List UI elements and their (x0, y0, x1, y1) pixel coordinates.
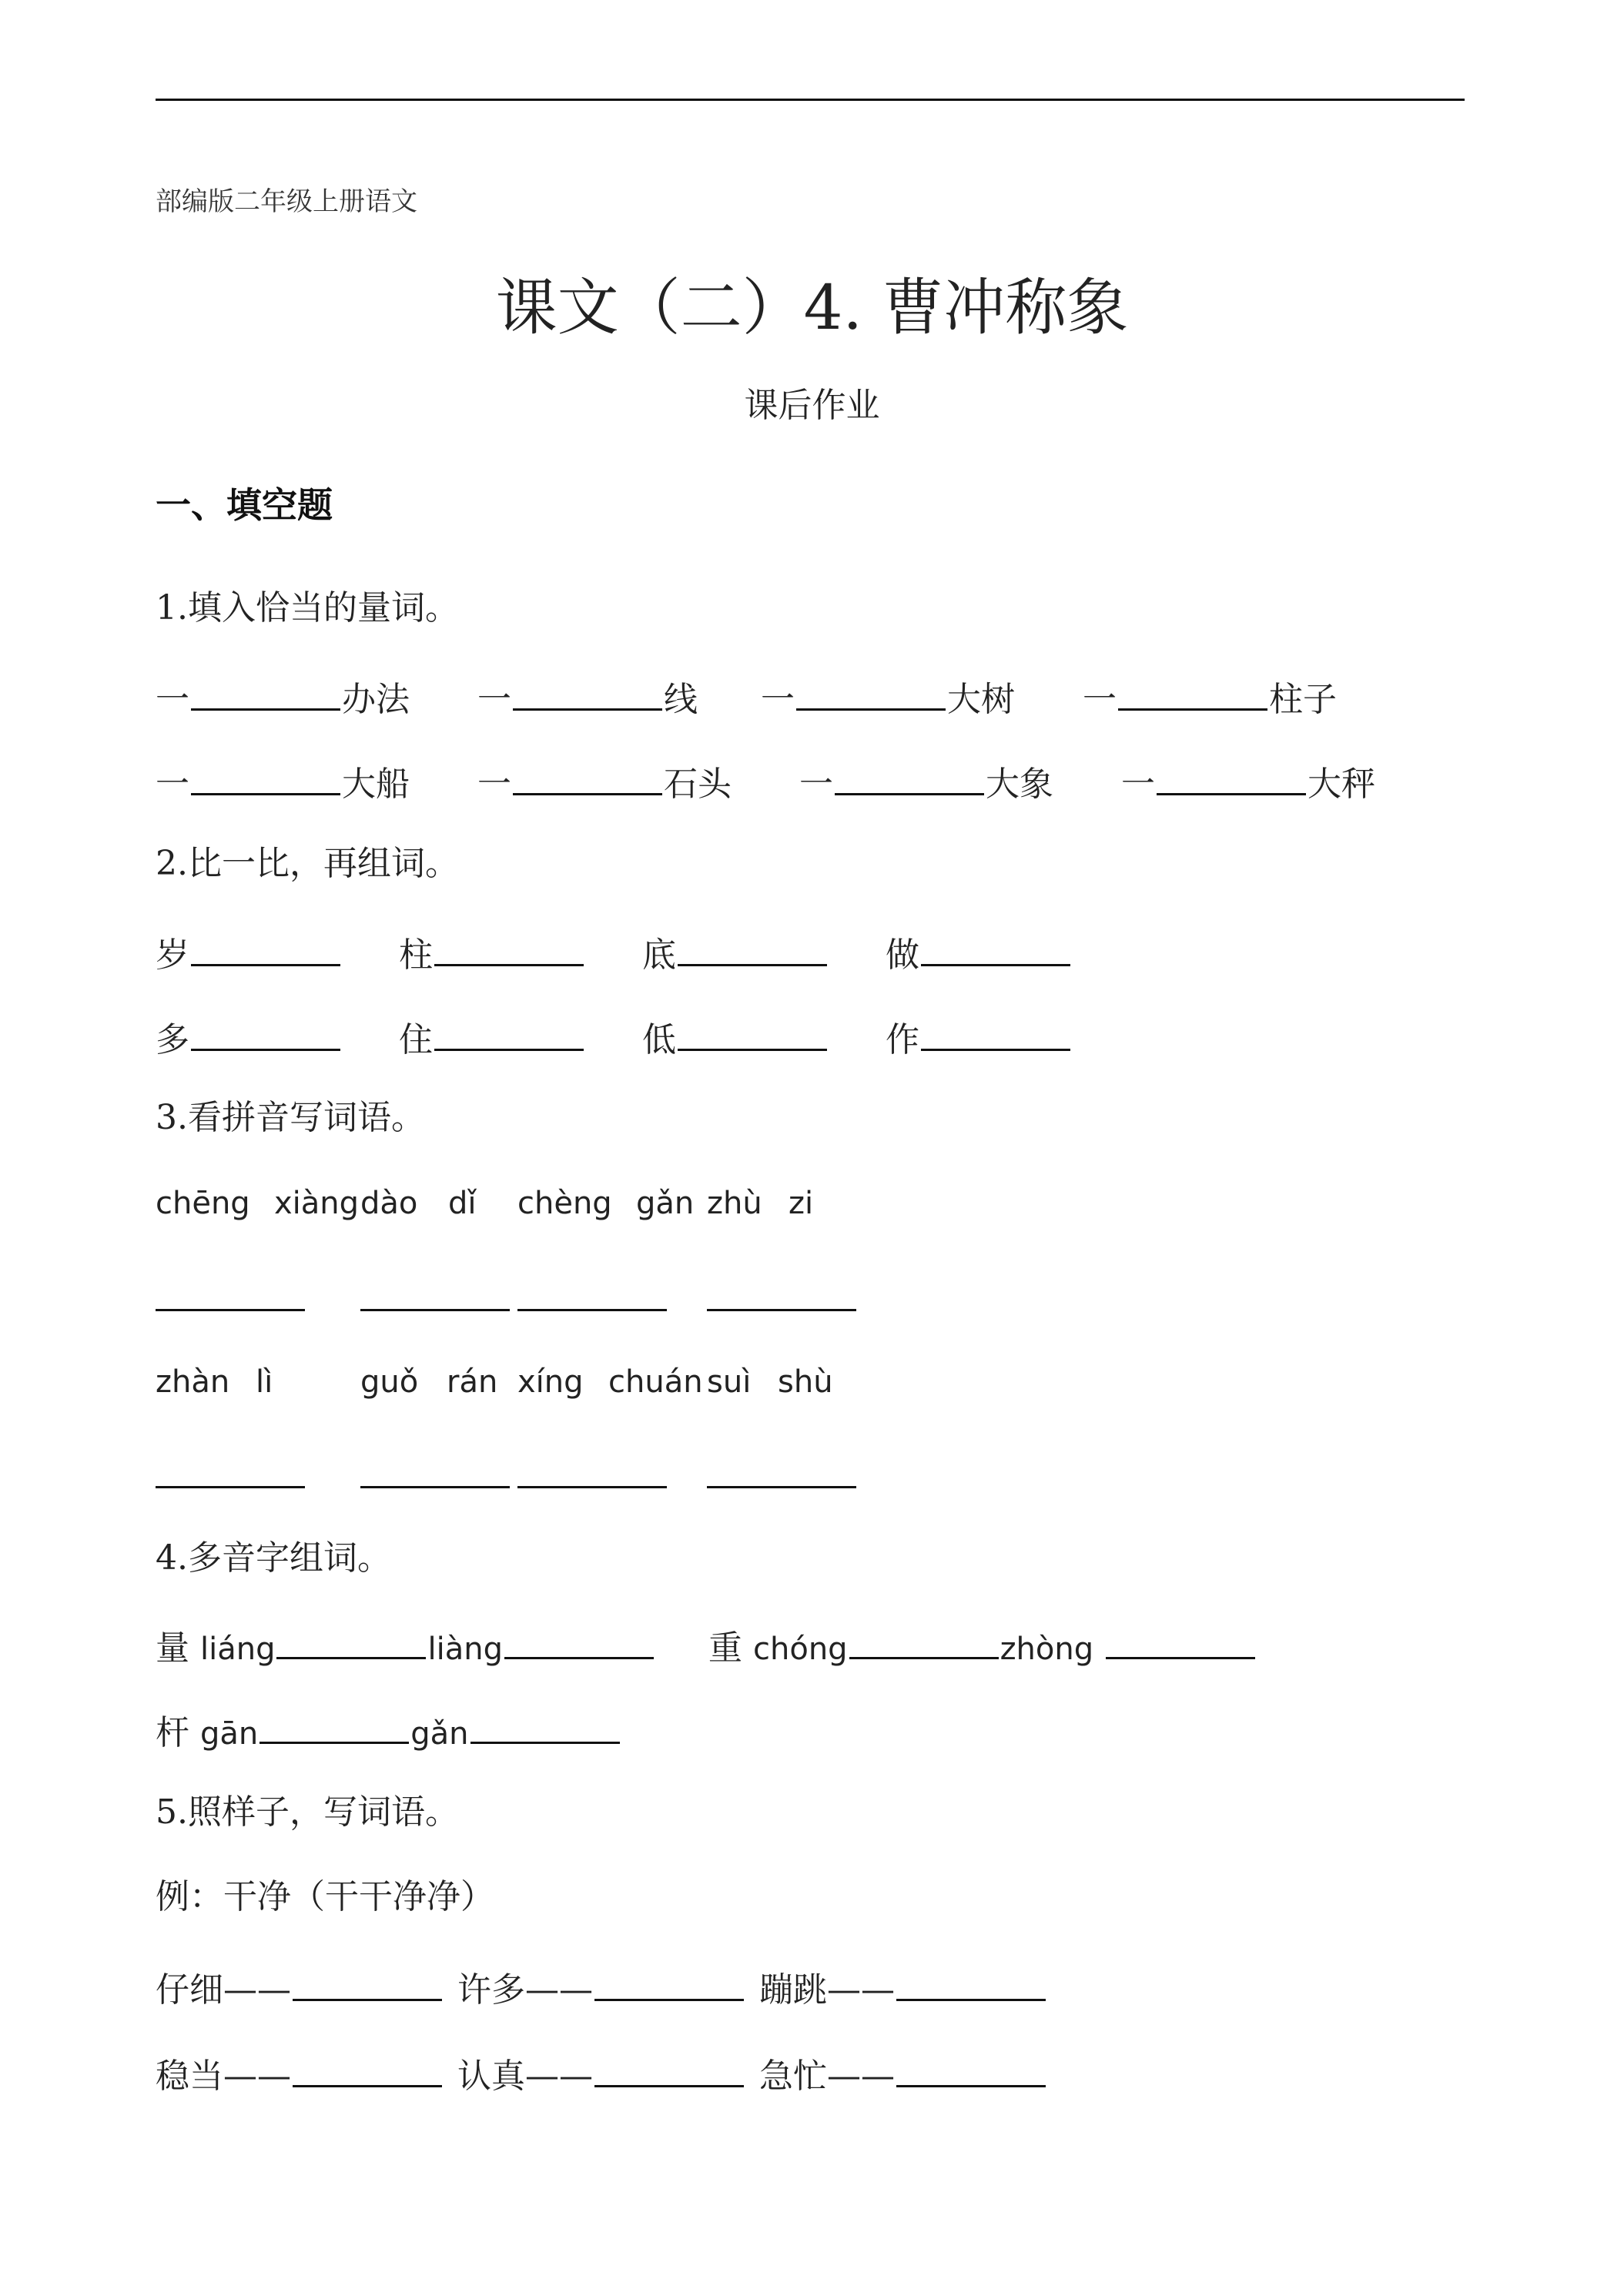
answer-blank[interactable] (849, 1626, 999, 1659)
q1-item (799, 762, 1053, 802)
answer-blank[interactable] (1106, 1626, 1255, 1659)
q2-char: 低 (642, 1020, 676, 1059)
q1-word: 大象 (986, 765, 1053, 804)
answer-blank[interactable] (470, 1711, 620, 1744)
answer-blank[interactable] (921, 933, 1070, 966)
q2-prompt: 2.比一比，再组词。 (156, 844, 459, 883)
answer-blank[interactable] (678, 933, 827, 966)
pinyin: zhù (707, 1186, 762, 1221)
answer-blank[interactable] (517, 1309, 667, 1311)
answer-blank[interactable] (191, 933, 340, 966)
q5-word: 蹦跳 (759, 1970, 827, 2010)
answer-blank[interactable] (1157, 762, 1306, 795)
pinyin: shù (778, 1364, 833, 1400)
q2-item (886, 1018, 1072, 1057)
q1-item (156, 678, 410, 717)
q1-word: 大船 (342, 765, 410, 804)
q1-pre: 一 (1083, 680, 1117, 719)
q5-dash: —— (827, 1970, 895, 2010)
q1-word: 办法 (342, 680, 410, 719)
answer-blank[interactable] (835, 762, 984, 795)
q5-item (457, 1968, 745, 2010)
answer-blank[interactable] (276, 1626, 426, 1659)
answer-blank[interactable] (156, 1309, 305, 1311)
answer-blank[interactable] (921, 1018, 1070, 1051)
pinyin: rán (447, 1364, 498, 1400)
q5-item (457, 2054, 745, 2094)
q2-char: 岁 (156, 935, 189, 975)
q5-item (156, 1968, 444, 2010)
pinyin: gǎn (636, 1186, 695, 1221)
q5-item (156, 2054, 444, 2094)
q5-example: 例：干净（干干净净） (156, 1877, 494, 1916)
answer-blank[interactable] (360, 1486, 510, 1488)
q1-item (761, 678, 1015, 717)
answer-blank[interactable] (796, 678, 946, 711)
q4-char: 量 (156, 1628, 189, 1668)
q1-pre: 一 (156, 680, 189, 719)
q2-char: 住 (399, 1020, 433, 1059)
pinyin: zhàn (156, 1364, 230, 1400)
answer-blank[interactable] (594, 2054, 744, 2087)
q2-char: 做 (886, 935, 919, 975)
answer-blank[interactable] (293, 1968, 442, 2001)
q1-pre: 一 (1121, 765, 1155, 804)
q2-char: 柱 (399, 935, 433, 975)
q1-word: 大树 (947, 680, 1015, 719)
q4-prompt: 4.多音字组词。 (156, 1538, 391, 1578)
section-heading: 一、填空题 (156, 484, 333, 526)
answer-blank[interactable] (513, 678, 662, 711)
q1-item (1121, 762, 1375, 802)
q2-item (642, 1018, 829, 1057)
q1-pre: 一 (477, 765, 511, 804)
header-label: 部编版二年级上册语文 (156, 186, 417, 217)
pinyin: chēng (156, 1186, 250, 1221)
answer-blank[interactable] (513, 762, 662, 795)
answer-blank[interactable] (896, 1968, 1046, 2001)
q5-dash: —— (223, 2057, 291, 2096)
q4-reading: gān (200, 1716, 259, 1752)
q1-item (477, 678, 698, 717)
q4-reading: gǎn (410, 1716, 469, 1752)
page-subtitle: 课后作业 (744, 386, 880, 425)
answer-blank[interactable] (707, 1486, 856, 1488)
page-title: 课文（二）4. 曹冲称象 (495, 272, 1129, 343)
q1-item (477, 762, 732, 802)
header-rule (156, 99, 1465, 101)
pinyin: chèng (517, 1186, 612, 1221)
q5-word: 稳当 (156, 2057, 223, 2096)
q4-char: 重 (708, 1628, 742, 1668)
answer-blank[interactable] (293, 2054, 442, 2087)
q1-pre: 一 (799, 765, 833, 804)
q2-char: 底 (642, 935, 676, 975)
pinyin: suì (707, 1364, 752, 1400)
q5-prompt: 5.照样子，写词语。 (156, 1792, 459, 1832)
pinyin: dào (360, 1186, 418, 1221)
pinyin: dǐ (448, 1186, 477, 1221)
q4-char: 杆 (156, 1713, 189, 1752)
pinyin: guǒ (360, 1364, 419, 1400)
q1-prompt: 1.填入恰当的量词。 (156, 588, 459, 628)
q4-item (156, 1711, 621, 1750)
q2-item (399, 1018, 585, 1057)
q2-char: 作 (886, 1020, 919, 1059)
q1-pre: 一 (761, 680, 795, 719)
q5-item (759, 1968, 1047, 2010)
q5-dash: —— (525, 2057, 593, 2096)
q4-reading: liàng (427, 1632, 503, 1667)
answer-blank[interactable] (1118, 678, 1267, 711)
answer-blank[interactable] (678, 1018, 827, 1051)
pinyin: xíng (517, 1364, 584, 1400)
q2-item (156, 1018, 342, 1057)
answer-blank[interactable] (156, 1486, 305, 1488)
q2-char: 多 (156, 1020, 189, 1059)
q4-reading: chóng (753, 1632, 848, 1667)
q2-item (642, 933, 829, 975)
q1-word: 柱子 (1269, 680, 1337, 719)
answer-blank[interactable] (191, 762, 340, 795)
q1-word: 大秤 (1308, 765, 1375, 804)
q3-prompt: 3.看拼音写词语。 (156, 1098, 425, 1137)
q5-item (759, 2054, 1047, 2094)
q1-word: 线 (664, 680, 698, 719)
answer-blank[interactable] (504, 1626, 654, 1659)
answer-blank[interactable] (260, 1711, 409, 1744)
pinyin: lì (256, 1364, 273, 1400)
pinyin: chuán (608, 1364, 703, 1400)
q4-item (156, 1626, 655, 1668)
pinyin: xiàng (274, 1186, 360, 1221)
answer-blank[interactable] (594, 1968, 744, 2001)
q2-item (886, 933, 1072, 975)
q5-word: 许多 (457, 1970, 525, 2010)
q1-pre: 一 (156, 765, 189, 804)
q5-word: 认真 (457, 2057, 525, 2096)
answer-blank[interactable] (434, 933, 584, 966)
q2-item (156, 933, 342, 975)
q5-dash: —— (223, 1970, 291, 2010)
q1-item (156, 762, 410, 802)
q1-pre: 一 (477, 680, 511, 719)
q5-dash: —— (525, 1970, 593, 2010)
q4-reading: liáng (200, 1632, 276, 1667)
answer-blank[interactable] (360, 1309, 510, 1311)
answer-blank[interactable] (434, 1018, 584, 1051)
q4-item (708, 1626, 1257, 1668)
q2-item (399, 933, 585, 975)
q5-word: 仔细 (156, 1970, 223, 2010)
pinyin: zi (789, 1186, 814, 1221)
q5-word: 急忙 (759, 2057, 827, 2096)
answer-blank[interactable] (896, 2054, 1046, 2087)
answer-blank[interactable] (191, 1018, 340, 1051)
q1-word: 石头 (664, 765, 732, 804)
answer-blank[interactable] (191, 678, 340, 711)
q5-dash: —— (827, 2057, 895, 2096)
answer-blank[interactable] (707, 1309, 856, 1311)
q4-reading: zhòng (1000, 1632, 1094, 1667)
q1-item (1083, 678, 1337, 717)
answer-blank[interactable] (517, 1486, 667, 1488)
